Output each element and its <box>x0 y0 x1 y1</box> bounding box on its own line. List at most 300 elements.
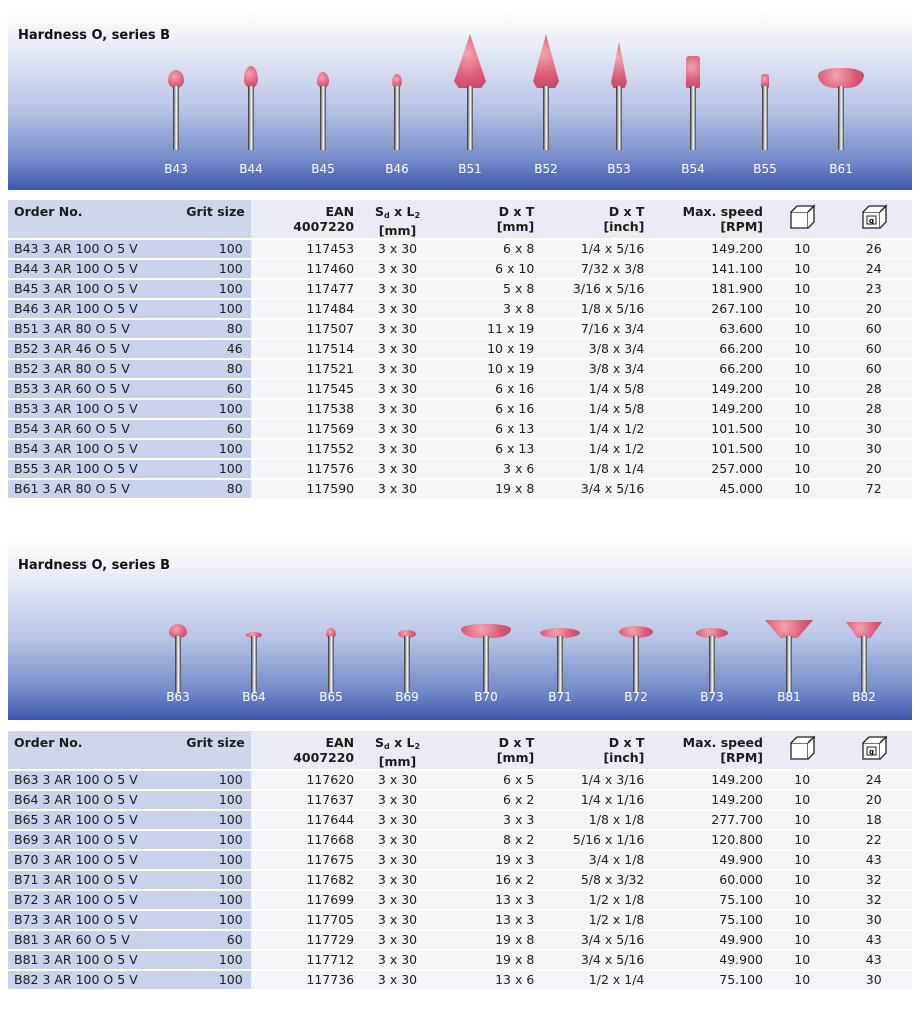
shank-icon <box>173 86 179 150</box>
shank-icon <box>467 86 473 150</box>
tool-code: B45 <box>311 162 335 176</box>
shank-size-cell: 3 x 30 <box>360 460 435 478</box>
shank-icon <box>861 636 867 692</box>
max-speed-cell: 257.000 <box>650 460 769 478</box>
grit-size-cell: 100 <box>159 831 250 849</box>
order-no-cell: B65 3 AR 100 O 5 V <box>8 811 159 829</box>
package-box-icon <box>788 735 816 761</box>
grinding-head-icon <box>818 68 864 88</box>
ean-cell: 117729 <box>251 931 360 949</box>
weight-cell: 30 <box>836 420 913 438</box>
dxt-inch-cell: 1/2 x 1/8 <box>540 891 650 909</box>
order-no-cell: B54 3 AR 60 O 5 V <box>8 420 159 438</box>
dxt-mm-cell: 6 x 10 <box>435 260 540 278</box>
weight-cell: 43 <box>836 931 913 949</box>
grinding-head-icon <box>454 34 486 88</box>
max-speed-cell: 49.900 <box>650 951 769 969</box>
grit-size-cell: 100 <box>159 260 250 278</box>
shank-icon <box>175 636 181 692</box>
order-no-cell: B64 3 AR 100 O 5 V <box>8 791 159 809</box>
col-order-no: Order No. <box>8 200 159 238</box>
weight-cell: 30 <box>836 440 913 458</box>
dxt-mm-cell: 16 x 2 <box>435 871 540 889</box>
max-speed-cell: 101.500 <box>650 420 769 438</box>
dxt-mm-cell: 13 x 6 <box>435 971 540 989</box>
shank-xl: x L <box>389 735 415 750</box>
shank-icon <box>394 86 400 150</box>
max-speed-cell: 149.200 <box>650 791 769 809</box>
weight-unit-label: g <box>868 748 874 756</box>
pack-qty-cell: 10 <box>769 771 836 789</box>
weight-cell: 24 <box>836 771 913 789</box>
table-row <box>8 260 912 278</box>
grinding-head-icon <box>686 56 700 88</box>
dxt-mm-cell: 11 x 19 <box>435 320 540 338</box>
shank-icon <box>328 636 334 692</box>
max-speed-cell: 75.100 <box>650 891 769 909</box>
dxt-inch-label: D x T <box>608 204 645 219</box>
speed-label: Max. speed <box>682 735 763 750</box>
grit-size-cell: 100 <box>159 791 250 809</box>
max-speed-cell: 149.200 <box>650 380 769 398</box>
shank-icon <box>251 636 257 692</box>
table-row <box>8 791 912 809</box>
col-ean <box>251 200 360 238</box>
ean-cell: 117569 <box>251 420 360 438</box>
max-speed-cell: 149.200 <box>650 400 769 418</box>
weight-cell: 43 <box>836 951 913 969</box>
grit-size-cell: 100 <box>159 951 250 969</box>
grinding-head-icon <box>244 66 258 88</box>
dxt-inch-cell: 1/8 x 1/8 <box>540 811 650 829</box>
grit-size-cell: 100 <box>159 971 250 989</box>
dxt-inch-cell: 7/16 x 3/4 <box>540 320 650 338</box>
col-shank-size <box>360 200 435 238</box>
dxt-inch-unit: [inch] <box>603 219 645 234</box>
dxt-inch-cell: 7/32 x 3/8 <box>540 260 650 278</box>
order-no-cell: B44 3 AR 100 O 5 V <box>8 260 159 278</box>
table-row <box>8 871 912 889</box>
weight-cell: 30 <box>836 911 913 929</box>
shank-sub-d: d <box>383 211 390 220</box>
dxt-mm-cell: 8 x 2 <box>435 831 540 849</box>
dxt-inch-cell: 1/8 x 5/16 <box>540 300 650 318</box>
shank-sub-2: 2 <box>414 742 421 751</box>
weight-cell: 60 <box>836 360 913 378</box>
dxt-mm-cell: 19 x 3 <box>435 851 540 869</box>
grit-size-cell: 100 <box>159 811 250 829</box>
shank-sub-2: 2 <box>414 211 421 220</box>
order-no-cell: B51 3 AR 80 O 5 V <box>8 320 159 338</box>
shank-icon <box>543 86 549 150</box>
order-no-cell: B53 3 AR 100 O 5 V <box>8 400 159 418</box>
shank-size-cell: 3 x 30 <box>360 260 435 278</box>
shank-icon <box>709 636 715 692</box>
dxt-mm-cell: 6 x 13 <box>435 440 540 458</box>
shank-size-cell: 3 x 30 <box>360 360 435 378</box>
table-row <box>8 851 912 869</box>
dxt-inch-cell: 3/4 x 1/8 <box>540 851 650 869</box>
weight-cell: 72 <box>836 480 913 498</box>
weight-cell: 32 <box>836 871 913 889</box>
max-speed-cell: 75.100 <box>650 971 769 989</box>
dxt-inch-cell: 1/8 x 1/4 <box>540 460 650 478</box>
dxt-inch-cell: 3/16 x 5/16 <box>540 280 650 298</box>
dxt-mm-cell: 6 x 8 <box>435 240 540 258</box>
grit-size-cell: 60 <box>159 420 250 438</box>
shank-icon <box>320 86 326 150</box>
order-no-cell: B81 3 AR 100 O 5 V <box>8 951 159 969</box>
max-speed-cell: 75.100 <box>650 911 769 929</box>
grit-size-cell: 100 <box>159 240 250 258</box>
dxt-mm-label: D x T <box>498 735 535 750</box>
dxt-mm-unit: [mm] <box>496 219 535 234</box>
table-row <box>8 420 912 438</box>
shank-icon <box>616 86 622 150</box>
max-speed-cell: 181.900 <box>650 280 769 298</box>
shank-size-cell: 3 x 30 <box>360 771 435 789</box>
tool-code: B61 <box>829 162 853 176</box>
dxt-mm-label: D x T <box>498 204 535 219</box>
ean-cell: 117453 <box>251 240 360 258</box>
dxt-mm-cell: 13 x 3 <box>435 911 540 929</box>
ean-cell: 117460 <box>251 260 360 278</box>
ean-cell: 117552 <box>251 440 360 458</box>
tool-code: B73 <box>700 690 724 704</box>
dxt-inch-unit: [inch] <box>603 750 645 765</box>
weight-cell: 23 <box>836 280 913 298</box>
order-no-cell: B46 3 AR 100 O 5 V <box>8 300 159 318</box>
shank-size-cell: 3 x 30 <box>360 300 435 318</box>
grit-size-cell: 100 <box>159 440 250 458</box>
dxt-inch-cell: 3/4 x 5/16 <box>540 931 650 949</box>
col-weight <box>836 731 913 769</box>
max-speed-cell: 49.900 <box>650 851 769 869</box>
dxt-inch-cell: 3/4 x 5/16 <box>540 480 650 498</box>
weight-cell: 26 <box>836 240 913 258</box>
section-title: Hardness O, series B <box>18 28 171 43</box>
order-no-cell: B61 3 AR 80 O 5 V <box>8 480 159 498</box>
shank-icon <box>248 86 254 150</box>
table-row <box>8 400 912 418</box>
weight-cell: 32 <box>836 891 913 909</box>
tool-code: B43 <box>164 162 188 176</box>
dxt-mm-cell: 6 x 16 <box>435 400 540 418</box>
table-row <box>8 360 912 378</box>
shank-size-cell: 3 x 30 <box>360 811 435 829</box>
pack-qty-cell: 10 <box>769 440 836 458</box>
ean-cell: 117736 <box>251 971 360 989</box>
speed-label: Max. speed <box>682 204 763 219</box>
shank-icon <box>483 636 489 692</box>
tool-code: B64 <box>242 690 266 704</box>
order-no-cell: B63 3 AR 100 O 5 V <box>8 771 159 789</box>
product-table <box>8 198 912 500</box>
max-speed-cell: 101.500 <box>650 440 769 458</box>
dxt-mm-cell: 3 x 6 <box>435 460 540 478</box>
pack-qty-cell: 10 <box>769 460 836 478</box>
tool-code: B52 <box>534 162 558 176</box>
pack-qty-cell: 10 <box>769 951 836 969</box>
table-row <box>8 811 912 829</box>
shank-size-cell: 3 x 30 <box>360 791 435 809</box>
weight-cell: 60 <box>836 320 913 338</box>
order-no-cell: B54 3 AR 100 O 5 V <box>8 440 159 458</box>
pack-qty-cell: 10 <box>769 480 836 498</box>
max-speed-cell: 60.000 <box>650 871 769 889</box>
dxt-inch-cell: 1/2 x 1/4 <box>540 971 650 989</box>
table-row <box>8 771 912 789</box>
table-row <box>8 440 912 458</box>
shank-size-cell: 3 x 30 <box>360 871 435 889</box>
pack-qty-cell: 10 <box>769 240 836 258</box>
shank-s: S <box>374 204 384 219</box>
pack-qty-cell: 10 <box>769 871 836 889</box>
shank-icon <box>838 86 844 150</box>
shank-icon <box>404 636 410 692</box>
ean-cell: 117682 <box>251 871 360 889</box>
shank-size-cell: 3 x 30 <box>360 340 435 358</box>
ean-cell: 117538 <box>251 400 360 418</box>
tool-code: B81 <box>777 690 801 704</box>
grinding-head-icon <box>533 34 559 88</box>
dxt-mm-unit: [mm] <box>496 750 535 765</box>
col-shank-size <box>360 731 435 769</box>
col-dxt-inch <box>540 200 650 238</box>
col-ean <box>251 731 360 769</box>
order-no-cell: B81 3 AR 60 O 5 V <box>8 931 159 949</box>
weight-cell: 28 <box>836 400 913 418</box>
shank-size-cell: 3 x 30 <box>360 831 435 849</box>
table-row <box>8 240 912 258</box>
col-dxt-mm <box>435 200 540 238</box>
shank-s: S <box>374 735 384 750</box>
ean-prefix: 4007220 <box>293 219 355 234</box>
pack-qty-cell: 10 <box>769 420 836 438</box>
tool-code: B44 <box>239 162 263 176</box>
shank-icon <box>557 636 563 692</box>
order-no-cell: B55 3 AR 100 O 5 V <box>8 460 159 478</box>
pack-qty-cell: 10 <box>769 360 836 378</box>
max-speed-cell: 45.000 <box>650 480 769 498</box>
weight-cell: 20 <box>836 791 913 809</box>
shank-size-cell: 3 x 30 <box>360 951 435 969</box>
dxt-inch-cell: 5/8 x 3/32 <box>540 871 650 889</box>
tool-code: B82 <box>852 690 876 704</box>
shank-size-cell: 3 x 30 <box>360 380 435 398</box>
grit-size-cell: 80 <box>159 360 250 378</box>
shank-icon <box>690 86 696 150</box>
dxt-inch-cell: 3/8 x 3/4 <box>540 340 650 358</box>
col-grit-size: Grit size <box>159 731 250 769</box>
shank-icon <box>762 86 768 150</box>
table-row <box>8 891 912 909</box>
ean-cell: 117545 <box>251 380 360 398</box>
product-banner <box>8 8 912 190</box>
table-row <box>8 480 912 498</box>
order-no-cell: B45 3 AR 100 O 5 V <box>8 280 159 298</box>
col-grit-size: Grit size <box>159 200 250 238</box>
package-box-icon <box>788 204 816 230</box>
shank-icon <box>633 636 639 692</box>
order-no-cell: B52 3 AR 80 O 5 V <box>8 360 159 378</box>
grinding-head-icon <box>611 42 627 88</box>
tool-code: B53 <box>607 162 631 176</box>
dxt-mm-cell: 19 x 8 <box>435 480 540 498</box>
max-speed-cell: 120.800 <box>650 831 769 849</box>
max-speed-cell: 49.900 <box>650 931 769 949</box>
grit-size-cell: 100 <box>159 300 250 318</box>
table-row <box>8 831 912 849</box>
shank-unit: [mm] <box>378 223 417 238</box>
table-row <box>8 320 912 338</box>
dxt-inch-cell: 1/4 x 1/2 <box>540 440 650 458</box>
weight-box-icon <box>860 735 888 761</box>
max-speed-cell: 149.200 <box>650 771 769 789</box>
order-no-cell: B69 3 AR 100 O 5 V <box>8 831 159 849</box>
shank-size-cell: 3 x 30 <box>360 320 435 338</box>
pack-qty-cell: 10 <box>769 971 836 989</box>
col-dxt-mm <box>435 731 540 769</box>
shank-size-cell: 3 x 30 <box>360 420 435 438</box>
grit-size-cell: 46 <box>159 340 250 358</box>
shank-size-cell: 3 x 30 <box>360 400 435 418</box>
tool-code: B65 <box>319 690 343 704</box>
max-speed-cell: 66.200 <box>650 360 769 378</box>
ean-cell: 117668 <box>251 831 360 849</box>
max-speed-cell: 63.600 <box>650 320 769 338</box>
ean-cell: 117514 <box>251 340 360 358</box>
dxt-mm-cell: 3 x 3 <box>435 811 540 829</box>
grit-size-cell: 60 <box>159 380 250 398</box>
ean-cell: 117712 <box>251 951 360 969</box>
shank-size-cell: 3 x 30 <box>360 851 435 869</box>
col-max-speed <box>650 731 769 769</box>
shank-size-cell: 3 x 30 <box>360 971 435 989</box>
dxt-mm-cell: 6 x 2 <box>435 791 540 809</box>
grit-size-cell: 100 <box>159 771 250 789</box>
weight-cell: 20 <box>836 300 913 318</box>
ean-label: EAN <box>325 735 355 750</box>
pack-qty-cell: 10 <box>769 400 836 418</box>
dxt-inch-label: D x T <box>608 735 645 750</box>
order-no-cell: B43 3 AR 100 O 5 V <box>8 240 159 258</box>
dxt-mm-cell: 3 x 8 <box>435 300 540 318</box>
dxt-inch-cell: 5/16 x 1/16 <box>540 831 650 849</box>
max-speed-cell: 277.700 <box>650 811 769 829</box>
pack-qty-cell: 10 <box>769 931 836 949</box>
table-row <box>8 971 912 989</box>
dxt-inch-cell: 3/4 x 5/16 <box>540 951 650 969</box>
weight-unit-label: g <box>868 217 874 225</box>
table-row <box>8 911 912 929</box>
table-header-row <box>8 731 912 769</box>
ean-cell: 117620 <box>251 771 360 789</box>
ean-cell: 117521 <box>251 360 360 378</box>
tool-code: B70 <box>474 690 498 704</box>
table-row <box>8 280 912 298</box>
weight-cell: 18 <box>836 811 913 829</box>
pack-qty-cell: 10 <box>769 280 836 298</box>
table-row <box>8 951 912 969</box>
ean-cell: 117705 <box>251 911 360 929</box>
dxt-mm-cell: 10 x 19 <box>435 360 540 378</box>
weight-cell: 30 <box>836 971 913 989</box>
pack-qty-cell: 10 <box>769 831 836 849</box>
grit-size-cell: 100 <box>159 851 250 869</box>
tool-code: B54 <box>681 162 705 176</box>
col-pack-qty <box>769 200 836 238</box>
ean-cell: 117644 <box>251 811 360 829</box>
grit-size-cell: 80 <box>159 480 250 498</box>
order-no-cell: B72 3 AR 100 O 5 V <box>8 891 159 909</box>
max-speed-cell: 141.100 <box>650 260 769 278</box>
ean-cell: 117576 <box>251 460 360 478</box>
ean-cell: 117699 <box>251 891 360 909</box>
shank-xl: x L <box>389 204 415 219</box>
col-max-speed <box>650 200 769 238</box>
pack-qty-cell: 10 <box>769 340 836 358</box>
shank-size-cell: 3 x 30 <box>360 911 435 929</box>
ean-label: EAN <box>325 204 355 219</box>
dxt-mm-cell: 6 x 5 <box>435 771 540 789</box>
order-no-cell: B52 3 AR 46 O 5 V <box>8 340 159 358</box>
ean-cell: 117675 <box>251 851 360 869</box>
weight-cell: 24 <box>836 260 913 278</box>
max-speed-cell: 66.200 <box>650 340 769 358</box>
order-no-cell: B82 3 AR 100 O 5 V <box>8 971 159 989</box>
col-dxt-inch <box>540 731 650 769</box>
grit-size-cell: 100 <box>159 911 250 929</box>
pack-qty-cell: 10 <box>769 851 836 869</box>
pack-qty-cell: 10 <box>769 260 836 278</box>
dxt-inch-cell: 1/4 x 5/8 <box>540 380 650 398</box>
shank-size-cell: 3 x 30 <box>360 891 435 909</box>
table-body <box>8 240 912 498</box>
pack-qty-cell: 10 <box>769 791 836 809</box>
speed-unit: [RPM] <box>720 750 763 765</box>
shank-size-cell: 3 x 30 <box>360 280 435 298</box>
dxt-mm-cell: 6 x 13 <box>435 420 540 438</box>
shank-sub-d: d <box>383 742 390 751</box>
table-header-row <box>8 200 912 238</box>
weight-cell: 60 <box>836 340 913 358</box>
grit-size-cell: 100 <box>159 460 250 478</box>
pack-qty-cell: 10 <box>769 811 836 829</box>
ean-cell: 117637 <box>251 791 360 809</box>
dxt-mm-cell: 19 x 8 <box>435 931 540 949</box>
shank-size-cell: 3 x 30 <box>360 440 435 458</box>
grit-size-cell: 60 <box>159 931 250 949</box>
grit-size-cell: 100 <box>159 871 250 889</box>
dxt-mm-cell: 5 x 8 <box>435 280 540 298</box>
pack-qty-cell: 10 <box>769 320 836 338</box>
dxt-inch-cell: 1/4 x 5/16 <box>540 240 650 258</box>
shank-icon <box>786 636 792 692</box>
dxt-mm-cell: 19 x 8 <box>435 951 540 969</box>
tool-code: B55 <box>753 162 777 176</box>
col-order-no: Order No. <box>8 731 159 769</box>
table-row <box>8 340 912 358</box>
pack-qty-cell: 10 <box>769 891 836 909</box>
dxt-inch-cell: 3/8 x 3/4 <box>540 360 650 378</box>
pack-qty-cell: 10 <box>769 300 836 318</box>
grit-size-cell: 80 <box>159 320 250 338</box>
table-row <box>8 931 912 949</box>
tool-code: B46 <box>385 162 409 176</box>
pack-qty-cell: 10 <box>769 380 836 398</box>
dxt-inch-cell: 1/4 x 3/16 <box>540 771 650 789</box>
